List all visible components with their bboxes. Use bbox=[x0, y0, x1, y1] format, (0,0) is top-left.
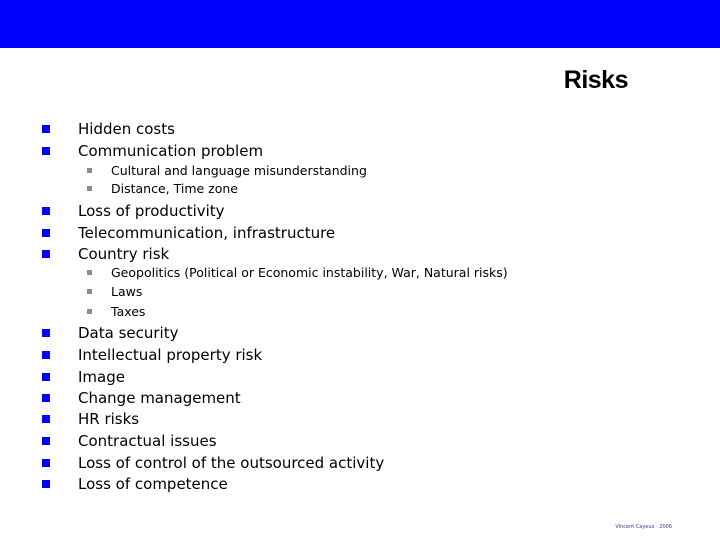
square-bullet-icon bbox=[42, 394, 50, 402]
list-item-text: Geopolitics (Political or Economic instability, War, Natural risks) bbox=[111, 265, 508, 280]
list-item-text: Country risk bbox=[78, 245, 170, 263]
list-item-text: Loss of competence bbox=[78, 475, 228, 493]
square-bullet-icon bbox=[42, 480, 50, 488]
small-square-bullet-icon bbox=[87, 186, 92, 191]
list-item-text: Contractual issues bbox=[78, 432, 217, 450]
square-bullet-icon bbox=[42, 351, 50, 359]
list-item-text: Intellectual property risk bbox=[78, 346, 263, 364]
square-bullet-icon bbox=[42, 250, 50, 258]
square-bullet-icon bbox=[42, 373, 50, 381]
slide-title: Risks bbox=[563, 66, 628, 94]
list-item-text: Hidden costs bbox=[78, 120, 175, 138]
list-item-text: Communication problem bbox=[78, 142, 264, 160]
list-item-text: HR risks bbox=[78, 410, 140, 428]
square-bullet-icon bbox=[42, 229, 50, 237]
square-bullet-icon bbox=[42, 459, 50, 467]
list-item-text: Loss of productivity bbox=[78, 202, 225, 220]
list-item-text: Taxes bbox=[111, 304, 146, 319]
square-bullet-icon bbox=[42, 437, 50, 445]
list-item-text: Laws bbox=[111, 284, 143, 299]
square-bullet-icon bbox=[42, 147, 50, 155]
slide-footer: Vincent Cayeux · 2006 bbox=[615, 524, 672, 530]
small-square-bullet-icon bbox=[87, 168, 92, 173]
small-square-bullet-icon bbox=[87, 270, 92, 275]
list-item-text: Change management bbox=[78, 389, 241, 407]
list-item-text: Image bbox=[78, 368, 125, 386]
square-bullet-icon bbox=[42, 415, 50, 423]
square-bullet-icon bbox=[42, 207, 50, 215]
square-bullet-icon bbox=[42, 125, 50, 133]
small-square-bullet-icon bbox=[87, 289, 92, 294]
square-bullet-icon bbox=[42, 329, 50, 337]
list-item-text: Telecommunication, infrastructure bbox=[78, 224, 336, 242]
list-item-text: Data security bbox=[78, 324, 179, 342]
list-item-text: Distance, Time zone bbox=[111, 181, 238, 196]
list-item-text: Loss of control of the outsourced activity bbox=[78, 454, 385, 472]
list-item-text: Cultural and language misunderstanding bbox=[111, 163, 367, 178]
header-bar bbox=[0, 0, 720, 48]
small-square-bullet-icon bbox=[87, 309, 92, 314]
